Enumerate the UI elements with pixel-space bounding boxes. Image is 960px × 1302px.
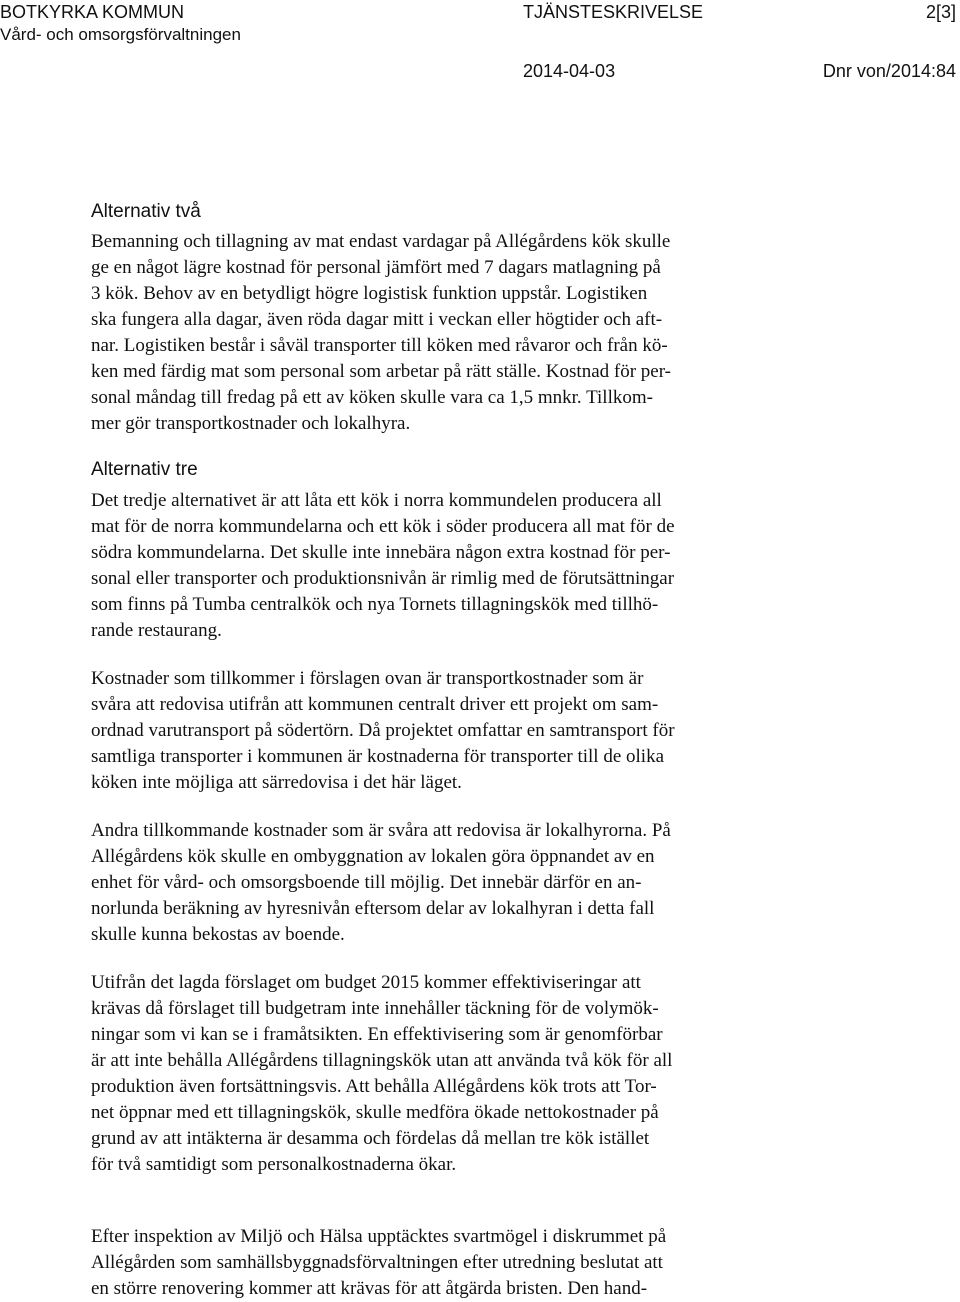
- text-line: är att inte behålla Allégårdens tillagningskök utan att använda två kök för all: [91, 1050, 673, 1071]
- text-line: skulle kunna bekostas av boende.: [91, 924, 345, 945]
- section-heading-alternativ-tva: Alternativ två: [91, 201, 201, 222]
- text-line: sonal eller transporter och produktionsnivån är rimlig med de förutsättningar: [91, 568, 675, 589]
- text-line: 3 kök. Behov av en betydligt högre logistisk funktion uppstår. Logistiken: [91, 283, 648, 304]
- department-name: Vård- och omsorgsförvaltningen: [0, 25, 241, 44]
- text-line: Allégården som samhällsbyggnadsförvaltningen efter utredning beslutat att: [91, 1252, 663, 1273]
- paragraph-rent-costs: [91, 818, 921, 948]
- text-line: ska fungera alla dagar, även röda dagar mitt i veckan eller högtider och aft-: [91, 309, 663, 330]
- text-line: södra kommundelarna. Det skulle inte innebära någon extra kostnad för per-: [91, 542, 671, 563]
- text-line: net öppnar med ett tillagningskök, skulle medföra ökade nettokostnader på: [91, 1102, 659, 1123]
- text-line: norlunda beräkning av hyresnivån eftersom delar av lokalhyran i detta fall: [91, 898, 655, 919]
- section-body-alternativ-tva: [91, 229, 921, 437]
- text-line: Kostnader som tillkommer i förslagen ovan är transportkostnader som är: [91, 668, 644, 689]
- section-heading-alternativ-tre: Alternativ tre: [91, 459, 198, 480]
- page-number: 2[3]: [925, 2, 956, 22]
- paragraph-mold-inspection: [91, 1224, 921, 1302]
- text-line: Det tredje alternativet är att låta ett kök i norra kommundelen producera all: [91, 490, 662, 511]
- document-dnr: Dnr von/2014:84: [822, 61, 956, 81]
- text-line: ningar som vi kan se i framåtsikten. En effektivisering som är genomförbar: [91, 1024, 663, 1045]
- document-type: TJÄNSTESKRIVELSE: [523, 2, 704, 22]
- org-name: BOTKYRKA KOMMUN: [0, 2, 185, 22]
- text-line: nar. Logistiken består i såväl transporter till köken med råvaror och från kö-: [91, 335, 668, 356]
- text-line: Andra tillkommande kostnader som är svåra att redovisa är lokalhyrorna. På: [91, 820, 671, 841]
- section-body-alternativ-tre: [91, 488, 921, 644]
- text-line: krävas då förslaget till budgetram inte innehåller täckning för de volymök-: [91, 998, 659, 1019]
- text-line: en större renovering kommer att krävas för att åtgärda bristen. Den hand-: [91, 1278, 648, 1299]
- text-line: ge en något lägre kostnad för personal jämfört med 7 dagars matlagning på: [91, 257, 661, 278]
- text-line: mer gör transportkostnader och lokalhyra.: [91, 413, 411, 434]
- text-line: ordnad varutransport på södertörn. Då projektet omfattar en samtransport för: [91, 720, 675, 741]
- text-line: enhet för vård- och omsorgsboende till möjlig. Det innebär därför en an-: [91, 872, 642, 893]
- text-line: Utifrån det lagda förslaget om budget 2015 kommer effektiviseringar att: [91, 972, 641, 993]
- text-line: Allégårdens kök skulle en ombyggnation av lokalen göra öppnandet av en: [91, 846, 655, 867]
- text-line: ken med färdig mat som personal som arbetar på rätt ställe. Kostnad för per-: [91, 361, 671, 382]
- text-line: svåra att redovisa utifrån att kommunen centralt driver ett projekt om sam-: [91, 694, 659, 715]
- text-line: samtliga transporter i kommunen är kostnaderna för transporter till de olika: [91, 746, 664, 767]
- paragraph-transport-costs: [91, 666, 921, 796]
- text-line: som finns på Tumba centralkök och nya Tornets tillagningskök med tillhö-: [91, 594, 659, 615]
- document-date: 2014-04-03: [523, 61, 616, 81]
- text-line: grund av att intäkterna är desamma och fördelas då mellan tre kök istället: [91, 1128, 650, 1149]
- text-line: mat för de norra kommundelarna och ett kök i söder producera all mat för de: [91, 516, 675, 537]
- text-line: köken inte möjliga att särredovisa i det här läget.: [91, 772, 462, 793]
- text-line: produktion även fortsättningsvis. Att behålla Allégårdens kök trots att Tor-: [91, 1076, 657, 1097]
- text-line: rande restaurang.: [91, 620, 222, 641]
- text-line: Bemanning och tillagning av mat endast vardagar på Allégårdens kök skulle: [91, 231, 671, 252]
- text-line: för två samtidigt som personalkostnaderna ökar.: [91, 1154, 457, 1175]
- text-line: Efter inspektion av Miljö och Hälsa upptäcktes svartmögel i diskrummet på: [91, 1226, 667, 1247]
- paragraph-budget: [91, 970, 921, 1178]
- text-line: sonal måndag till fredag på ett av köken skulle vara ca 1,5 mnkr. Tillkom-: [91, 387, 653, 408]
